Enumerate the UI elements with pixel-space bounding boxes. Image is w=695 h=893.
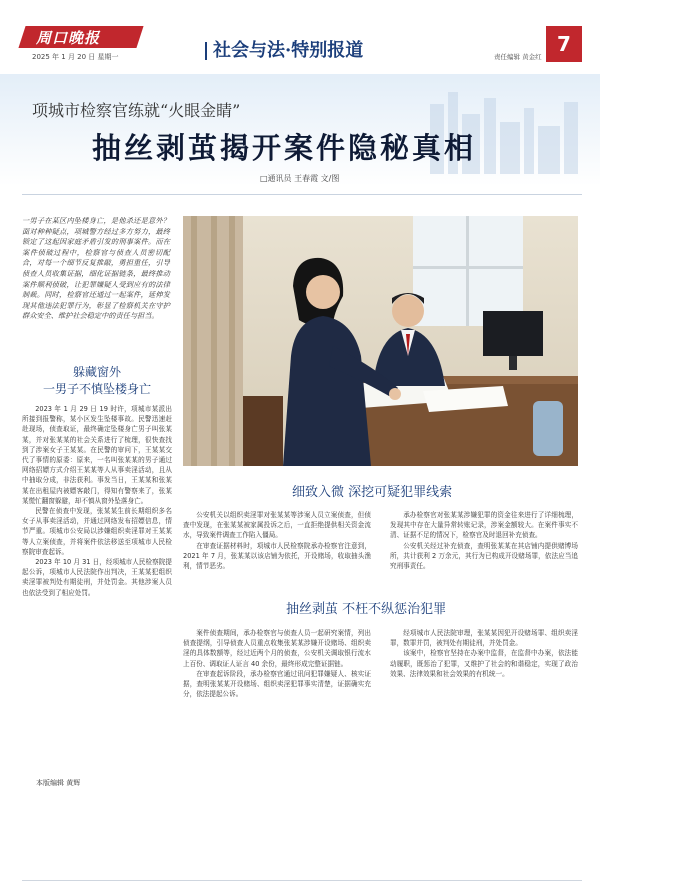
article-subhead: 项城市检察官练就“火眼金睛” <box>32 101 241 120</box>
page-header <box>0 0 600 72</box>
article-byline: □通讯员 王春霞 文/图 <box>260 174 340 183</box>
paragraph: 2023 年 1 月 29 日 19 时许，项城市某派出所接到报警称，某小区发生坠楼事故。民警迅速赶赴现场，侦查取证，最终确定坠楼身亡男子叫张某某，并对张某某的社会关系进行了梳理，很快查找到了涉案女子王某某。在民警的审问下，王某某交代了事情的原委：原来，一名叫张某某的男子通过网络招嫖方式介绍王某某等人从事卖淫活动，且从中抽取分成，非法获利。事发当日，王某某和张某某在出租屋内被嫖客敲门，得知有警察来了，张某某慌忙翻窗躲避，却不慎从窗外坠落身亡。 <box>22 405 172 505</box>
section-heading-1: 细致入微 深挖可疑犯罪线索 <box>292 485 453 500</box>
page-editor: 本版编辑 黄辉 <box>36 779 81 787</box>
left-subhead-line2: 一男子不慎坠楼身亡 <box>42 382 151 396</box>
section-title <box>205 36 363 62</box>
banner-divider <box>22 194 582 195</box>
left-subhead-line1: 躲藏窗外 <box>72 365 121 379</box>
section-title-text: 社会与法·特别报道 <box>213 40 364 61</box>
page-footer-rule <box>22 880 582 881</box>
section1-column-left <box>183 510 371 590</box>
section1-column-right <box>390 510 578 590</box>
paragraph: 民警在侦查中发现，张某某生前长期组织多名女子从事卖淫活动，并通过网络发布招嫖信息，情节严重。项城市公安局以涉嫌组织卖淫罪对王某某等人立案侦查，并将案件依法移送至项城市人民检察院审查起诉。 <box>22 507 172 556</box>
paragraph: 承办检察官对张某某涉嫌犯罪的资金往来进行了详细梳理，发现其中存在大量异常转账记录，涉案金额较大。在案件事实不清、证据不足的情况下，检察官及时退回补充侦查。 <box>390 511 578 540</box>
issue-date: 2025 年 1 月 20 日 星期一 <box>32 53 119 61</box>
paragraph: 2023 年 10 月 31 日，经项城市人民检察院提起公诉，项城市人民法院作出判决，王某某犯组织卖淫罪被判处有期徒刑，并处罚金。其他涉案人员也依法受到了相应处罚。 <box>22 558 172 597</box>
article-headline: 抽丝剥茧揭开案件隐秘真相 <box>92 131 477 165</box>
paragraph: 案件侦查期间，承办检察官与侦查人员一起研究案情，列出侦查提纲，引导侦查人员重点收集张某某涉嫌开设赌场、组织卖淫的具体数额等，经过近两个月的侦查，公安机关调取银行流水上百份、调取证人证言 40 余份，最终形成完整证据链。 <box>183 629 371 668</box>
page-number: 7 <box>546 26 582 62</box>
responsible-editor: 责任编辑 黄金红 <box>494 53 542 61</box>
photo-scene <box>183 216 578 466</box>
paragraph: 在审查证据材料时，项城市人民检察院承办检察官注意到，2021 年 7 月，张某某以该店铺为依托，开设赌场，收取抽头渔利，情节恶劣。 <box>183 541 371 571</box>
article-lead: 一男子在某区内坠楼身亡，是他杀还是意外？面对种种疑点，项城警方经过多方努力，最终锁定了这起因家庭矛盾引发的刑事案件。而在案件侦破过程中，检察官与侦查人员密切配合，对每一个细节反复推敲，勇担重任，引导侦查人员收集证据，细化证据链条，最终推动案件顺利侦破，让犯罪嫌疑人受到应有的法律制裁。同时，检察官还通过一起案件，延伸发现其他违法犯罪行为，彰显了检察机关在守护群众安全、维护社会稳定中的责任与担当。 <box>22 216 170 321</box>
paragraph: 在审查起诉阶段，承办检察官通过讯问犯罪嫌疑人、核实证据，查明张某某开设赌场、组织卖淫犯罪事实清楚，证据确实充分，依法提起公诉。 <box>183 669 371 699</box>
section-bar <box>205 42 207 60</box>
section2-column-right <box>390 628 578 868</box>
left-column-body <box>22 404 172 774</box>
paragraph: 经项城市人民法院审理，张某某因犯开设赌场罪、组织卖淫罪，数罪并罚，被判处有期徒刑，并处罚金。 <box>390 629 578 648</box>
paragraph: 公安机关经过补充侦查，查明张某某在其店铺内提供赌博场所，共计获利 2 万余元，其行为已构成开设赌场罪，依法应当追究刑事责任。 <box>390 541 578 571</box>
photo-caption: 检察官研究案情。 <box>683 670 695 704</box>
masthead-logo: 周口晚报 <box>36 29 101 47</box>
section2-column-left <box>183 628 371 868</box>
section-heading-2: 抽丝剥茧 不枉不纵惩治犯罪 <box>286 602 447 617</box>
paragraph: 该案中，检察官坚持在办案中监督，在监督中办案，依法能动履职，既惩治了犯罪，又维护了社会的和谐稳定，实现了政治效果、法律效果和社会效果的有机统一。 <box>390 649 578 678</box>
paragraph: 公安机关以组织卖淫罪对张某某等涉案人员立案侦查，但侦查中发现，在张某某被家属投诉之后，一直拒绝提供相关资金流水，导致案件调查工作陷入僵局。 <box>183 511 371 540</box>
